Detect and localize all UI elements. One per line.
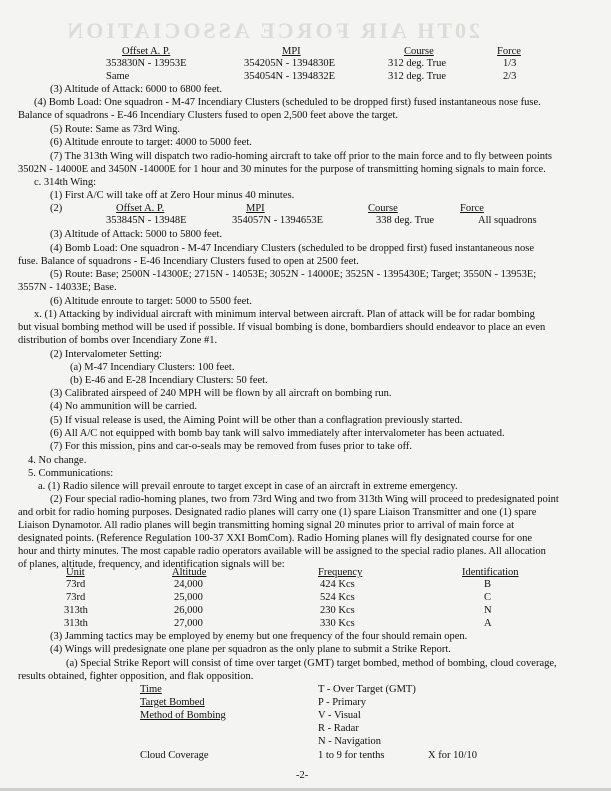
table-header-offset: Offset A. P. xyxy=(122,46,171,57)
code-value: V - Visual xyxy=(318,710,361,721)
code-label-target: Target Bombed xyxy=(140,697,205,708)
paragraph: (3) Altitude of Attack: 6000 to 6800 feet. xyxy=(50,84,223,95)
table-header-course: Course xyxy=(368,203,398,214)
code-label-time: Time xyxy=(140,684,162,695)
radio-header-altitude: Altitude xyxy=(172,567,207,578)
paragraph: results obtained, fighter opposition, and flak opposition. xyxy=(18,671,254,682)
table-cell: 27,000 xyxy=(174,618,203,629)
paragraph: but visual bombing method will be used if possible. If visual bombing is done, bombardiers should endeavor to place an even xyxy=(18,322,546,333)
page-number: -2- xyxy=(296,770,309,781)
paragraph: distribution of bombs over Incendiary Zone #1. xyxy=(18,335,218,346)
table-header-force: Force xyxy=(460,203,484,214)
radio-header-unit: Unit xyxy=(66,567,85,578)
paragraph: (6) All A/C not equipped with bomb bay tank will salvo immediately after intervalometer has been actuated. xyxy=(50,428,505,439)
code-label-method: Method of Bombing xyxy=(140,710,226,721)
table-header-force: Force xyxy=(497,46,521,57)
paragraph: (1) First A/C will take off at Zero Hour minus 40 minutes. xyxy=(50,190,295,201)
table-cell: 524 Kcs xyxy=(320,592,355,603)
table-cell: 312 deg. True xyxy=(388,58,447,69)
table-header-course: Course xyxy=(404,46,434,57)
table-cell: C xyxy=(484,592,492,603)
table-cell: 73rd xyxy=(66,592,86,603)
code-value: P - Primary xyxy=(318,697,367,708)
table-cell: 73rd xyxy=(66,579,86,590)
paragraph: 3502N - 14000E and 3450N -14000E for 1 hour and 30 minutes for the purpose of transmitting homing signals to main force. xyxy=(18,164,546,175)
paragraph: (4) Bomb Load: One squadron - M-47 Incendiary Clusters (scheduled to be dropped first) fused instantaneous nose xyxy=(50,243,535,254)
code-value: N - Navigation xyxy=(318,736,381,747)
paragraph: Liaison Dynamotor. All radio planes will begin transmitting homing signal 20 minutes prior to arrival of main force at xyxy=(18,520,515,531)
section-heading: 5. Communications: xyxy=(28,468,114,479)
table-cell: 26,000 xyxy=(174,605,203,616)
table-header-mpi: MPI xyxy=(282,46,301,57)
table-cell: 25,000 xyxy=(174,592,203,603)
table-cell: 338 deg. True xyxy=(376,215,435,226)
table-cell: 354205N - 1394830E xyxy=(244,58,335,69)
radio-header-identification: Identification xyxy=(462,567,519,578)
section-heading: 4. No change. xyxy=(28,455,87,466)
table-cell: 354054N - 1394832E xyxy=(244,71,335,82)
table-cell: 424 Kcs xyxy=(320,579,355,590)
code-value: X for 10/10 xyxy=(428,750,477,761)
paragraph: x. (1) Attacking by individual aircraft with minimum interval between aircraft. Plan of attack will be for radar bombing xyxy=(34,309,535,320)
paragraph: (6) Altitude enroute to target: 4000 to 5000 feet. xyxy=(50,137,252,148)
paragraph: (3) Calibrated airspeed of 240 MPH will be flown by all aircraft on bombing run. xyxy=(50,388,392,399)
paragraph: (a) Special Strike Report will consist of time over target (GMT) target bombed, method of bombing, cloud coverage, xyxy=(66,658,557,669)
section-heading: c. 314th Wing: xyxy=(34,177,97,188)
paragraph: (5) Route: Same as 73rd Wing. xyxy=(50,124,181,135)
table-cell: Same xyxy=(106,71,130,82)
table-cell: 354057N - 1394653E xyxy=(232,215,323,226)
paragraph: (5) If visual release is used, the Aiming Point will be other than a conflagration previously started. xyxy=(50,415,463,426)
paragraph: (7) The 313th Wing will dispatch two radio-homing aircraft to take off prior to the main force and to fly between points xyxy=(50,151,552,162)
paragraph: (5) Route: Base; 2500N -14300E; 2715N - 14053E; 3052N - 14000E; 3525N - 1395430E; Target; 3550N - 13953E; xyxy=(50,269,537,280)
paragraph: (4) No ammunition will be carried. xyxy=(50,401,197,412)
paragraph: (7) For this mission, pins and car-o-seals may be removed from fuses prior to take off. xyxy=(50,441,413,452)
table-cell: 24,000 xyxy=(174,579,203,590)
table-cell: 330 Kcs xyxy=(320,618,355,629)
table-cell: 1/3 xyxy=(503,58,517,69)
paragraph: (4) Bomb Load: One squadron - M-47 Incendiary Clusters (scheduled to be dropped first) fused instantaneous nose fuse. xyxy=(34,97,541,108)
paragraph: (b) E-46 and E-28 Incendiary Clusters: 50 feet. xyxy=(70,375,268,386)
bleed-through-text: 20TH AIR FORCE ASSOCIATION xyxy=(64,18,480,43)
paragraph: (6) Altitude enroute to target: 5000 to 5500 feet. xyxy=(50,296,252,307)
table-cell: N xyxy=(484,605,492,616)
paragraph: 3557N - 14033E; Base. xyxy=(18,282,117,293)
code-value: 1 to 9 for tenths xyxy=(318,750,385,761)
paragraph: of planes, altitude, frequency, and identification signals will be: xyxy=(18,559,285,570)
radio-header-frequency: Frequency xyxy=(318,567,363,578)
paragraph: designated points. (Reference Regulation 100-37 XXI BomCom). Radio Homing planes will fly designated course for one xyxy=(18,533,533,544)
paragraph: (4) Wings will predesignate one plane per squadron as the only plane to submit a Strike Report. xyxy=(50,644,451,655)
table-cell: 353845N - 13948E xyxy=(106,215,187,226)
table-header-offset: Offset A. P. xyxy=(116,203,165,214)
table-cell: 353830N - 13953E xyxy=(106,58,187,69)
code-label-cloud: Cloud Coverage xyxy=(140,750,209,761)
table-cell: 230 Kcs xyxy=(320,605,355,616)
paragraph: fuse. Balance of squadrons - E-46 Incendiary Clusters fused to open at 2500 feet. xyxy=(18,256,359,267)
code-value: T - Over Target (GMT) xyxy=(318,684,416,695)
paragraph: (a) M-47 Incendiary Clusters: 100 feet. xyxy=(70,362,235,373)
paragraph: (2) Intervalometer Setting: xyxy=(50,349,162,360)
table-cell: B xyxy=(484,579,492,590)
paragraph: a. (1) Radio silence will prevail enroute to target except in case of an aircraft in extreme emergency. xyxy=(38,481,458,492)
table-cell: 313th xyxy=(64,618,88,629)
table-cell: 312 deg. True xyxy=(388,71,447,82)
paragraph: (3) Jamming tactics may be employed by enemy but one frequency of the four should remain open. xyxy=(50,631,468,642)
table-cell: 2/3 xyxy=(503,71,517,82)
paragraph: (3) Altitude of Attack: 5000 to 5800 feet. xyxy=(50,229,223,240)
paragraph: hour and thirty minutes. The most capable radio operators available will be assigned to the special radio planes. All allocation xyxy=(18,546,546,557)
paragraph: and orbit for radio homing purposes. Designated radio planes will carry one (1) spare Liaison Transmitter and one (1) spare xyxy=(18,507,537,518)
table-header-mpi: MPI xyxy=(246,203,265,214)
paragraph: (2) Four special radio-homing planes, two from 73rd Wing and two from 313th Wing will proceed to predesignated point xyxy=(50,494,559,505)
table-label: (2) xyxy=(50,203,63,214)
paragraph: Balance of squadrons - E-46 Incendiary Clusters fused to open 2,500 feet above the target. xyxy=(18,110,399,121)
code-value: R - Radar xyxy=(318,723,359,734)
table-cell: 313th xyxy=(64,605,88,616)
table-cell: A xyxy=(484,618,492,629)
table-cell: All squadrons xyxy=(478,215,537,226)
